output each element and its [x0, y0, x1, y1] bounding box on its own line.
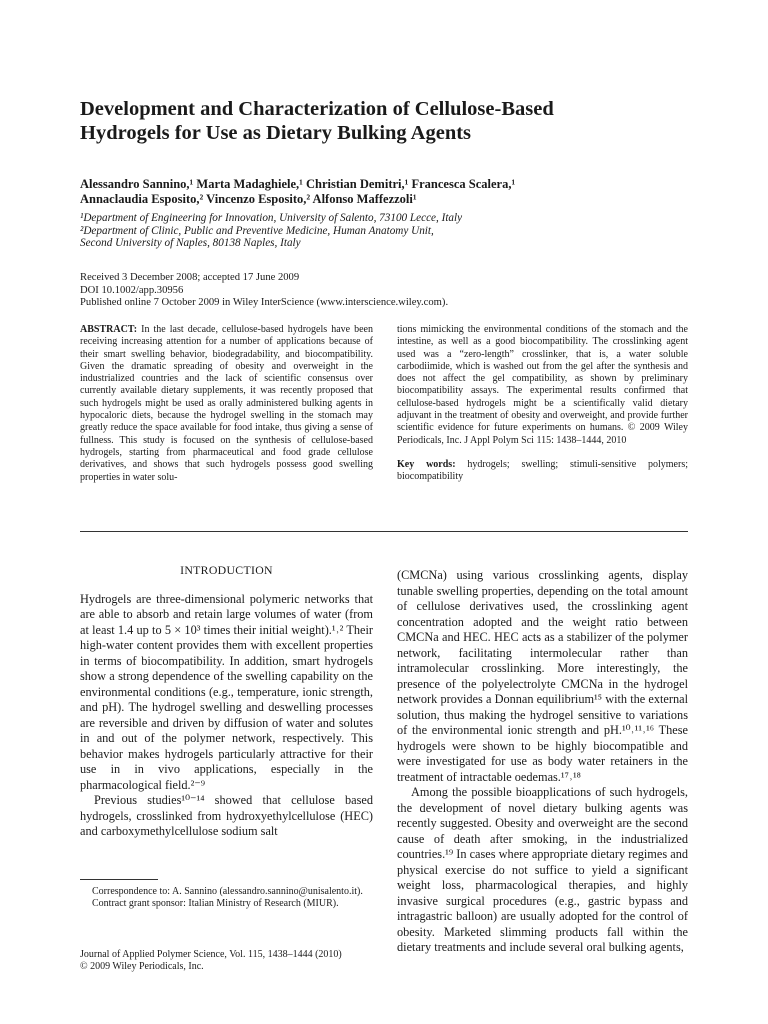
keywords-label: Key words:: [397, 458, 456, 470]
journal-line-2: © 2009 Wiley Periodicals, Inc.: [80, 961, 204, 972]
introduction-heading: INTRODUCTION: [180, 563, 273, 577]
intro-paragraph-2: Previous studies¹⁰⁻¹⁴ showed that cellulose based hydrogels, crosslinked from hydroxyethylcellulose (HEC) and carboxymethylcellulose sodium salt: [80, 793, 373, 838]
affiliations: [80, 212, 688, 250]
abstract-text-left: In the last decade, cellulose-based hydrogels have been receiving increasing attention for a number of applications because of their smart swelling behavior, biodegradability, and biocompatibility. Given the dramatic spreading of obesity and overweight in the industrialized countries and the lack of scientific consensus over currently available dietary supplements, it was recently proposed that such hydrogels might be used as orally administered bulking agents in hypocaloric diets, because the hydrogel swelling in the stomach may greatly reduce the space available for food intake, thus giving a sense of fullness. This study is focused on the synthesis of cellulose-based hydrogels, starting from pharmaceutical and food grade cellulose derivatives, and shows that such hydrogels possess good swelling properties in water solu-: [80, 324, 373, 483]
abstract-label: ABSTRACT:: [80, 324, 138, 335]
article-title: [80, 97, 688, 145]
title-line-1: Development and Characterization of Cellulose-Based: [80, 98, 554, 120]
affiliation-line-3: Second University of Naples, 80138 Naples, Italy: [80, 237, 301, 250]
abstract-left-column: [80, 324, 373, 484]
affiliation-line-1: ¹Department of Engineering for Innovation, University of Salento, 73100 Lecce, Italy: [80, 212, 463, 224]
published-online: Published online 7 October 2009 in Wiley InterScience (www.interscience.wiley.com).: [80, 297, 449, 308]
abstract-text-right: tions mimicking the environmental conditions of the stomach and the intestine, as well as a good biocompatibility. The crosslinking agent used was a “zero-length” crosslinker, that is, a water soluble carbodiimide, which is washed out from the gel after the synthesis and does not affect the gel compatibility, as shown by preliminary biocompatibility assays. The experimental results confirmed that cellulose-based hydrogels might be a scientifically valid dietary adjuvant in the treatment of obesity and overweight, and provide further scientific evidence for future experiments on humans. © 2009 Wiley Periodicals, Inc. J Appl Polym Sci 115: 1438–1444, 2010: [397, 324, 688, 446]
correspondence-note: Correspondence to: A. Sannino (alessandro.sannino@unisalento.it).: [92, 886, 363, 897]
body-left-column: [80, 563, 373, 840]
authors-line-1: Alessandro Sannino,¹ Marta Madaghiele,¹ Christian Demitri,¹ Francesca Scalera,¹: [80, 177, 516, 191]
authors-line-2: Annaclaudia Esposito,² Vincenzo Esposito,² Alfonso Maffezzoli¹: [80, 192, 417, 206]
keywords-text: hydrogels; swelling; stimuli-sensitive polymers; biocompatibility: [397, 458, 688, 483]
abstract-right-column: [397, 324, 688, 484]
publication-history: [80, 272, 688, 310]
affiliation-line-2: ²Department of Clinic, Public and Preventive Medicine, Human Anatomy Unit,: [80, 224, 434, 237]
keywords: [397, 459, 688, 484]
journal-citation: [80, 949, 373, 973]
author-list: [80, 177, 688, 207]
intro-paragraph-1: Hydrogels are three-dimensional polymeric networks that are able to absorb and retain large volumes of water (from at least 1.4 up to 5 × 10³ times their initial weight).¹˒² Their high-water content provides them with excellent properties in terms of biocompatibility. In addition, smart hydrogels show a strong dependence of the swelling capability on the environmental conditions (e.g., temperature, ionic strength, and pH). The hydrogel swelling and deswelling processes are reversible and driven by diffusion of water and solutes in and out of the polymer network, respectively. This behavior makes hydrogels particularly attractive for their use in in vivo applications, especially in the pharmacological field.²⁻⁹: [80, 591, 373, 792]
body-right-column: [397, 568, 688, 956]
intro-paragraph-4: Among the possible bioapplications of such hydrogels, the development of novel dietary bulking agents was recently suggested. Obesity and overweight are the second cause of death after smoking, in the industrialized countries.¹⁹ In cases where appropriate dietary regimes and physical exercise do not suffice to yield a significant weight loss, pharmacological therapies, and highly invasive surgical procedures (e.g., gastric bypass and intragastric balloon) are usually adopted for the control of obesity. Marketed slimming products fall within the dietary treatments and include several oral bulking agents,: [397, 785, 688, 954]
intro-paragraph-3: (CMCNa) using various crosslinking agents, display tunable swelling properties, depending on the total amount of cellulose derivatives used, the crosslinking agent concentration adopted and the weight ratio between CMCNa and HEC. HEC acts as a stabilizer of the polymer network, facilitating intermolecular rather than intramolecular crosslinking. More interestingly, the presence of the polyelectrolyte CMCNa in the hydrogel network provides a Donnan equilibrium¹⁵ with the external solution, thus making the hydrogel sensitive to variations of the environmental ionic strength and pH.¹⁰˒¹¹˒¹⁶ These hydrogels were shown to be highly biocompatible and were investigated for use as body water retainers in the treatment of intractable oedemas.¹⁷˒¹⁸: [397, 568, 688, 784]
grant-note: Contract grant sponsor: Italian Ministry of Research (MIUR).: [92, 898, 339, 909]
doi: DOI 10.1002/app.30956: [80, 284, 184, 296]
footnote-rule: [80, 879, 158, 880]
journal-line-1: Journal of Applied Polymer Science, Vol. 115, 1438–1444 (2010): [80, 949, 342, 960]
footnotes: [80, 886, 373, 910]
title-line-2: Hydrogels for Use as Dietary Bulking Agents: [80, 122, 472, 144]
received-dates: Received 3 December 2008; accepted 17 June 2009: [80, 272, 300, 283]
article-page: [80, 0, 688, 1024]
section-divider: [80, 531, 688, 532]
